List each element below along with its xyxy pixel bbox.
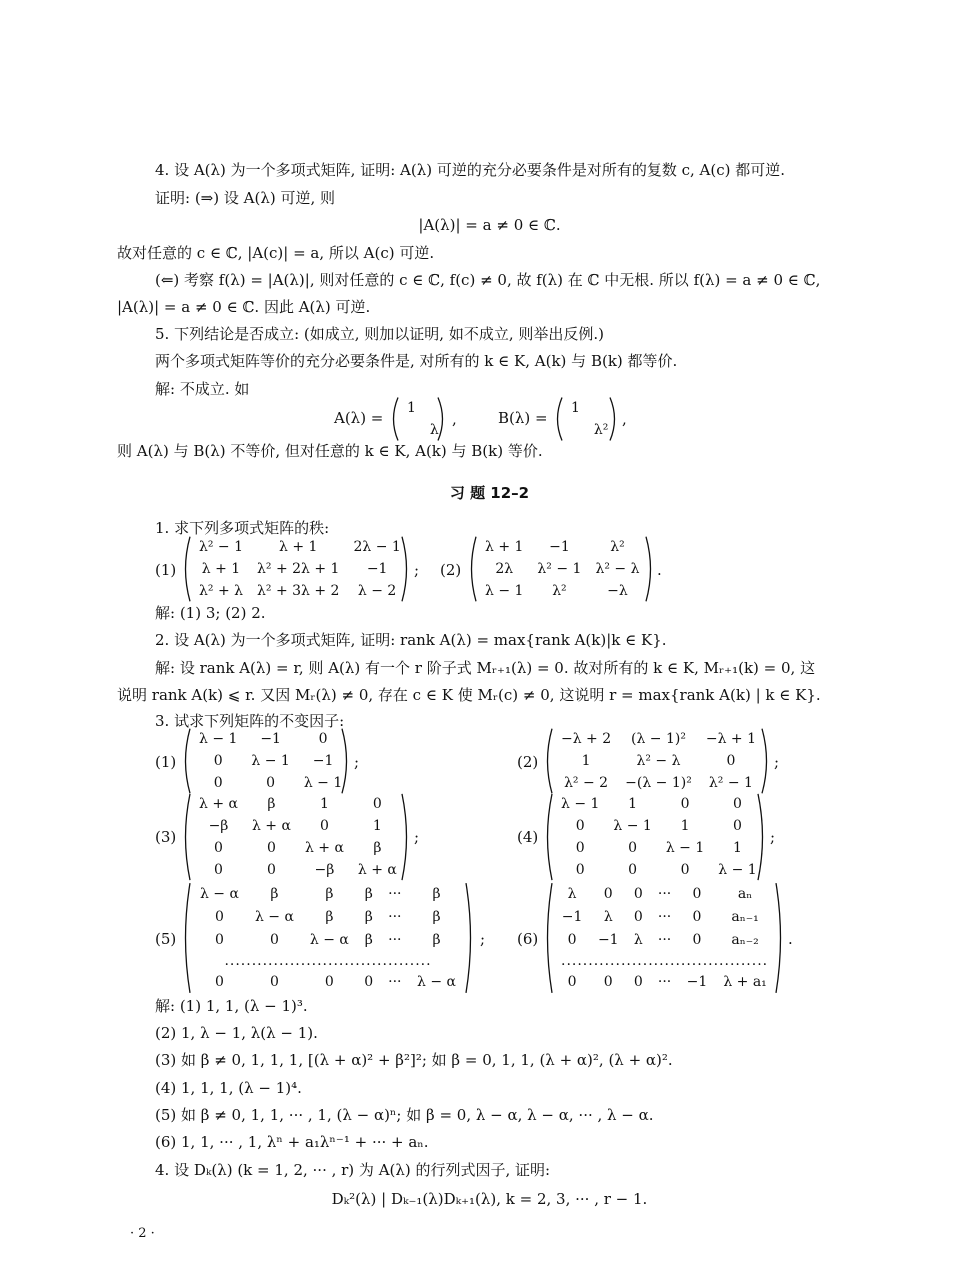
- left-paren: [180, 882, 192, 994]
- matrix-cell: λ − 1: [485, 583, 524, 599]
- matrix-cell: −λ + 1: [705, 731, 756, 747]
- matrix-cell: λ²: [552, 583, 567, 599]
- matrix-row: [192, 952, 464, 971]
- matrix-cell: λ² − λ: [636, 753, 681, 769]
- matrix-table: [192, 793, 404, 881]
- matrix-row: [554, 971, 775, 994]
- right-paren: [774, 882, 786, 994]
- matrix-cell: 0: [215, 908, 224, 925]
- matrix-cell: 0: [364, 974, 374, 991]
- matrix-cell: λ: [429, 422, 439, 438]
- matrix-cell: 0: [213, 753, 223, 769]
- matrix-cell: [587, 397, 616, 419]
- matrix-cell: −1: [686, 974, 708, 991]
- matrix-cell: ···: [657, 932, 672, 949]
- matrix-cell: 0: [215, 932, 224, 949]
- matrix-cell: aₙ₋₁: [731, 908, 759, 925]
- matrix-cell: 0: [633, 908, 643, 925]
- matrix-row: [554, 793, 764, 815]
- matrix-cell: 1: [407, 400, 416, 416]
- matrix-row: [192, 837, 404, 859]
- matrix-cell: λ + α: [251, 818, 291, 834]
- matrix-cell: 0: [633, 885, 643, 902]
- matrix-row: [192, 558, 408, 580]
- matrix-cell: 1: [319, 796, 329, 812]
- matrix-row: [192, 928, 464, 951]
- matrix-cell: ···: [388, 932, 402, 949]
- matrix-cell: 0: [733, 796, 742, 812]
- problem-5-solution: 解: 不成立. 如: [155, 380, 250, 398]
- semicolon: ;: [774, 753, 780, 771]
- matrix-cell: 0: [603, 885, 613, 902]
- matrix-cell: 0: [575, 862, 585, 878]
- page-number: · 2 ·: [130, 1226, 155, 1241]
- matrix-cell: 0: [266, 840, 276, 856]
- label-2: (2): [517, 753, 539, 771]
- matrix-cell: λ − 1: [561, 796, 600, 812]
- matrix-row: [554, 952, 775, 971]
- matrix-cell: [423, 397, 446, 419]
- matrix-cell: −1: [561, 908, 583, 925]
- matrix-cell: aₙ₋₂: [731, 932, 759, 949]
- matrix-cell: β: [364, 885, 373, 902]
- matrix-cell: 2λ − 1: [353, 539, 401, 555]
- semicolon: ;: [354, 753, 360, 771]
- matrix-cell: λ − 1: [718, 862, 757, 878]
- matrix-table: [192, 728, 349, 794]
- matrix-cell: ···: [388, 908, 402, 925]
- matrix-row: [192, 793, 404, 815]
- matrix-dots: ......................................: [224, 953, 432, 970]
- matrix-dots: ......................................: [561, 953, 769, 970]
- matrix-cell: λ − 1: [199, 731, 238, 747]
- matrix-cell: 0: [318, 731, 328, 747]
- matrix-cell: −(λ − 1)²: [625, 775, 692, 791]
- matrix-cell: 0: [372, 796, 382, 812]
- matrix-row: [478, 558, 646, 580]
- matrix-table: [554, 728, 763, 794]
- matrix-cell: λ − α: [309, 932, 349, 949]
- matrix-p5-b: [552, 397, 620, 441]
- matrix-cell: λ²: [593, 422, 609, 438]
- matrix-cell: λ + a₁: [723, 974, 767, 991]
- matrix-cell: aₙ: [737, 885, 753, 902]
- comma: ,: [452, 410, 457, 428]
- left-paren: [542, 728, 554, 794]
- question-3-solution: (2) 1, λ − 1, λ(λ − 1).: [155, 1024, 318, 1042]
- matrix-table: [192, 536, 408, 602]
- matrix-row: [554, 750, 763, 772]
- semicolon: ;: [480, 930, 486, 948]
- matrix-cell: ···: [657, 974, 672, 991]
- comma: ,: [622, 410, 627, 428]
- left-paren: [180, 536, 192, 602]
- semicolon: ;: [770, 828, 776, 846]
- matrix-q1-1: [180, 536, 412, 602]
- question-3-solution: (6) 1, 1, ··· , 1, λⁿ + a₁λⁿ⁻¹ + ··· + aₙ.: [155, 1133, 429, 1151]
- matrix-row: [192, 580, 408, 602]
- question-3-solution: (3) 如 β ≠ 0, 1, 1, 1, [(λ + α)² + β²]²; 如 β = 0, 1, 1, (λ + α)², (λ + α)².: [155, 1051, 673, 1069]
- matrix-q3-4: [542, 793, 768, 881]
- matrix-cell: β: [267, 796, 276, 812]
- matrix-row: [192, 772, 349, 794]
- problem-5-statement: 5. 下列结论是否成立: (如成立, 则加以证明, 如不成立, 则举出反例.): [155, 325, 604, 343]
- matrix-cell: (λ − 1)²: [631, 731, 686, 747]
- question-4-statement: 4. 设 Dₖ(λ) (k = 1, 2, ··· , r) 为 A(λ) 的行列式因子, 证明:: [155, 1161, 551, 1179]
- matrix-cell: λ: [567, 885, 577, 902]
- matrix-b-label: B(λ) =: [498, 409, 548, 427]
- matrix-cell: λ: [633, 932, 643, 949]
- matrix-cell: λ + α: [357, 862, 397, 878]
- matrix-table: [554, 793, 764, 881]
- matrix-cell: 1: [680, 818, 690, 834]
- matrix-cell: −1: [312, 753, 334, 769]
- problem-4-equation: |A(λ)| = a ≠ 0 ∈ ℂ.: [418, 216, 561, 234]
- left-paren: [180, 728, 192, 794]
- matrix-cell: 0: [215, 974, 224, 991]
- matrix-cell: 0: [266, 862, 276, 878]
- question-3-solution: 解: (1) 1, 1, (λ − 1)³.: [155, 997, 308, 1015]
- matrix-row: [478, 580, 646, 602]
- matrix-cell: −β: [314, 862, 335, 878]
- matrix-cell: λ² + 2λ + 1: [257, 561, 340, 577]
- matrix-cell: β: [270, 885, 279, 902]
- problem-4-statement: 4. 设 A(λ) 为一个多项式矩阵, 证明: A(λ) 可逆的充分必要条件是对所有的复数 c, A(c) 都可逆.: [155, 161, 786, 179]
- matrix-cell: λ² − 1: [537, 561, 582, 577]
- question-3-solution: (4) 1, 1, 1, (λ − 1)⁴.: [155, 1079, 302, 1097]
- section-title: 习 题 12–2: [449, 484, 530, 502]
- matrix-cell: 0: [214, 862, 223, 878]
- problem-5-line: 两个多项式矩阵等价的充分必要条件是, 对所有的 k ∈ K, A(k) 与 B(k) 都等价.: [155, 352, 678, 370]
- matrix-cell: ···: [657, 908, 672, 925]
- question-1-solution: 解: (1) 3; (2) 2.: [155, 604, 266, 622]
- matrix-cell: 0: [266, 775, 276, 791]
- matrix-table: [400, 397, 446, 441]
- matrix-cell: 0: [319, 818, 329, 834]
- matrix-cell: 0: [575, 818, 585, 834]
- matrix-cell: −λ: [607, 583, 628, 599]
- matrix-q3-3: [180, 793, 412, 881]
- matrix-row: [192, 882, 464, 905]
- matrix-cell: 2λ: [495, 561, 514, 577]
- label-6: (6): [517, 930, 539, 948]
- period: .: [788, 930, 793, 948]
- matrix-cell: β: [432, 932, 441, 949]
- matrix-row: [192, 750, 349, 772]
- right-paren: [464, 882, 476, 994]
- matrix-cell: [400, 419, 423, 441]
- matrix-cell: λ − α: [417, 974, 456, 991]
- matrix-cell: 1: [581, 753, 591, 769]
- period: .: [657, 561, 662, 579]
- matrix-row: [192, 905, 464, 928]
- matrix-cell: ···: [657, 885, 672, 902]
- matrix-cell: λ + 1: [485, 539, 524, 555]
- matrix-cell: −1: [260, 731, 281, 747]
- label-2: (2): [440, 561, 462, 579]
- label-5: (5): [155, 930, 177, 948]
- matrix-row: [400, 419, 446, 441]
- matrix-cell: λ − 1: [303, 775, 343, 791]
- semicolon: ;: [414, 561, 420, 579]
- matrix-cell: λ + α: [304, 840, 344, 856]
- matrix-table: [478, 536, 646, 602]
- matrix-cell: λ + 1: [279, 539, 318, 555]
- matrix-cell: 0: [567, 932, 577, 949]
- left-paren: [542, 882, 554, 994]
- matrix-cell: λ²: [610, 539, 625, 555]
- matrix-cell: λ − 1: [251, 753, 290, 769]
- matrix-q1-2: [466, 536, 656, 602]
- matrix-cell: −1: [366, 561, 388, 577]
- matrix-row: [554, 928, 775, 951]
- matrix-cell: β: [432, 885, 441, 902]
- matrix-q3-2: [542, 728, 772, 794]
- matrix-row: [554, 837, 764, 859]
- label-4: (4): [517, 828, 539, 846]
- matrix-cell: 0: [628, 840, 638, 856]
- matrix-cell: λ² − 1: [708, 775, 753, 791]
- label-1: (1): [155, 561, 177, 579]
- matrix-cell: 0: [324, 974, 334, 991]
- matrix-cell: 0: [214, 840, 223, 856]
- left-paren: [180, 793, 192, 881]
- left-paren: [552, 397, 564, 441]
- matrix-cell: −β: [208, 818, 229, 834]
- left-paren: [388, 397, 400, 441]
- matrix-q3-6: [542, 882, 786, 994]
- matrix-table: [192, 882, 464, 994]
- problem-5-conclusion: 则 A(λ) 与 B(λ) 不等价, 但对任意的 k ∈ K, A(k) 与 B(k) 等价.: [117, 442, 543, 460]
- matrix-cell: λ² − λ: [595, 561, 640, 577]
- matrix-row: [192, 728, 349, 750]
- matrix-cell: λ + α: [199, 796, 238, 812]
- matrix-row: [554, 728, 763, 750]
- label-1: (1): [155, 753, 177, 771]
- problem-4-line: |A(λ)| = a ≠ 0 ∈ ℂ. 因此 A(λ) 可逆.: [117, 298, 371, 316]
- matrix-q3-1: [180, 728, 352, 794]
- matrix-cell: λ − α: [254, 908, 294, 925]
- question-1-statement: 1. 求下列多项式矩阵的秩:: [155, 519, 330, 537]
- matrix-row: [400, 397, 446, 419]
- question-2-solution: 说明 rank A(k) ⩽ r. 又因 Mᵣ(λ) ≠ 0, 存在 c ∈ K 使 Mᵣ(c) ≠ 0, 这说明 r = max{rank A(k) | k ∈ K}.: [117, 686, 821, 704]
- matrix-row: [192, 815, 404, 837]
- matrix-cell: ···: [388, 974, 402, 991]
- question-2-solution: 解: 设 rank A(λ) = r, 则 A(λ) 有一个 r 阶子式 Mᵣ₊₁(λ) = 0. 故对所有的 k ∈ K, Mᵣ₊₁(k) = 0, 这: [155, 659, 816, 677]
- matrix-cell: λ: [603, 908, 613, 925]
- matrix-cell: β: [325, 885, 334, 902]
- matrix-cell: λ² + 3λ + 2: [257, 583, 340, 599]
- matrix-row: [564, 397, 615, 419]
- matrix-cell: 0: [692, 908, 702, 925]
- matrix-row: [564, 419, 615, 441]
- matrix-cell: 0: [692, 885, 702, 902]
- matrix-cell: 0: [733, 818, 742, 834]
- matrix-q3-5: [180, 882, 476, 994]
- matrix-row: [554, 905, 775, 928]
- matrix-table: [554, 882, 775, 994]
- left-paren: [542, 793, 554, 881]
- matrix-cell: λ + 1: [201, 561, 241, 577]
- matrix-cell: 1: [372, 818, 382, 834]
- matrix-cell: 0: [680, 862, 690, 878]
- matrix-a-label: A(λ) =: [334, 409, 384, 427]
- matrix-row: [192, 536, 408, 558]
- matrix-cell: λ − 2: [357, 583, 397, 599]
- matrix-cell: 0: [726, 753, 736, 769]
- matrix-cell: 1: [628, 796, 638, 812]
- matrix-cell: −λ + 2: [561, 731, 612, 747]
- left-paren: [466, 536, 478, 602]
- matrix-cell: 0: [567, 974, 577, 991]
- matrix-cell: β: [364, 932, 373, 949]
- matrix-row: [554, 815, 764, 837]
- matrix-cell: [564, 419, 587, 441]
- matrix-p5-a: [388, 397, 448, 441]
- matrix-cell: 0: [575, 840, 585, 856]
- matrix-cell: 0: [603, 974, 613, 991]
- question-3-statement: 3. 试求下列矩阵的不变因子:: [155, 712, 345, 730]
- problem-4-line: (⇐) 考察 f(λ) = |A(λ)|, 则对任意的 c ∈ ℂ, f(c) ≠ 0, 故 f(λ) 在 ℂ 中无根. 所以 f(λ) = a ≠ 0 ∈ ℂ,: [155, 271, 821, 289]
- matrix-cell: −1: [549, 539, 570, 555]
- problem-4-line: 故对任意的 c ∈ ℂ, |A(c)| = a, 所以 A(c) 可逆.: [117, 244, 435, 262]
- label-3: (3): [155, 828, 177, 846]
- matrix-cell: λ² − 2: [564, 775, 609, 791]
- matrix-cell: β: [325, 908, 334, 925]
- matrix-row: [478, 536, 646, 558]
- matrix-cell: λ − 1: [613, 818, 652, 834]
- matrix-cell: 0: [628, 862, 638, 878]
- matrix-cell: 1: [571, 400, 580, 416]
- problem-4-proof-head: 证明: (⇒) 设 A(λ) 可逆, 则: [155, 189, 335, 207]
- matrix-cell: β: [364, 908, 373, 925]
- question-3-solution: (5) 如 β ≠ 0, 1, 1, ··· , 1, (λ − α)ⁿ; 如 β = 0, λ − α, λ − α, ··· , λ − α.: [155, 1106, 654, 1124]
- matrix-cell: λ − α: [199, 885, 239, 902]
- matrix-row: [554, 882, 775, 905]
- matrix-row: [192, 859, 404, 881]
- matrix-cell: λ² + λ: [199, 583, 244, 599]
- matrix-cell: 1: [733, 840, 742, 856]
- matrix-cell: −1: [597, 932, 619, 949]
- matrix-table: [564, 397, 615, 441]
- matrix-cell: 0: [213, 775, 223, 791]
- question-4-equation: Dₖ²(λ) | Dₖ₋₁(λ)Dₖ₊₁(λ), k = 2, 3, ··· , r − 1.: [331, 1190, 648, 1208]
- matrix-row: [192, 971, 464, 994]
- matrix-cell: 0: [269, 932, 279, 949]
- matrix-cell: 0: [680, 796, 690, 812]
- matrix-row: [554, 772, 763, 794]
- matrix-cell: λ² − 1: [199, 539, 244, 555]
- matrix-cell: β: [432, 908, 441, 925]
- matrix-cell: 0: [633, 974, 643, 991]
- matrix-cell: 0: [269, 974, 279, 991]
- matrix-cell: λ − 1: [665, 840, 705, 856]
- question-2-statement: 2. 设 A(λ) 为一个多项式矩阵, 证明: rank A(λ) = max{rank A(k)|k ∈ K}.: [155, 631, 667, 649]
- matrix-row: [554, 859, 764, 881]
- semicolon: ;: [414, 828, 420, 846]
- matrix-cell: ···: [388, 885, 402, 902]
- matrix-cell: β: [373, 840, 382, 856]
- matrix-cell: 0: [692, 932, 702, 949]
